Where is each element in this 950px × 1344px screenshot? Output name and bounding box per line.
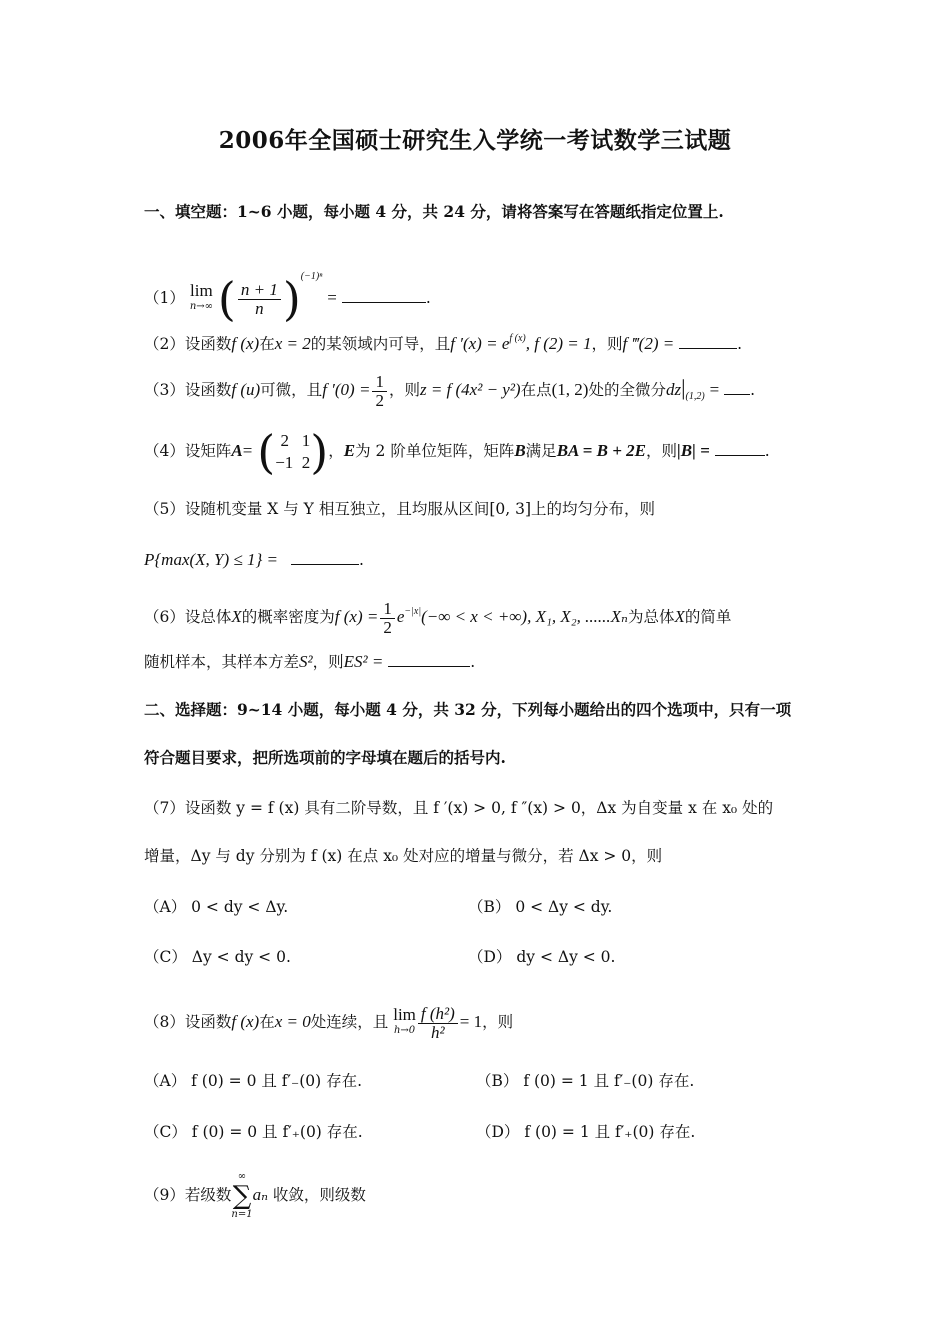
- q8-fraction: $\frac{\text{f (h²)}}{\text{h²}}$: [418, 1005, 458, 1042]
- question-6: （6）设总体X的概率密度为f (x) = $\frac{1}{2}$ $e^{-|x|}(-\infty < x$ < +∞), X₁, X₂, ......Xₙ为总体X的简单: [144, 598, 732, 637]
- q1-left-paren: (: [217, 272, 236, 326]
- q1-exponent: (−1)ⁿ: [300, 271, 323, 282]
- q7-option-c[interactable]: （C） Δy < dy < 0.: [144, 948, 291, 966]
- question-5-line-2: P{max(X, Y) ≤ 1} = .: [144, 550, 364, 569]
- question-5: （5）设随机变量 X 与 Y 相互独立，且均服从区间[0, 3]上的均匀分布，则: [144, 500, 656, 518]
- q8-option-c[interactable]: （C） f (0) = 0 且 f′₊(0) 存在.: [144, 1123, 363, 1141]
- q3-fraction: $\frac{1}{2}$: [372, 373, 387, 410]
- section-2-heading: 二、选择题：9~14 小题，每小题 4 分，共 32 分，下列每小题给出的四个选项中，只有一项: [144, 700, 792, 719]
- section-2-heading-line-2: 符合题目要求，把所选项前的字母填在题后的括号内.: [144, 748, 506, 767]
- question-6-line-2: 随机样本，其样本方差S²，则ES² = .: [144, 652, 476, 671]
- q6-answer-blank: [388, 652, 470, 667]
- q7-option-b[interactable]: （B） 0 < Δy < dy.: [468, 898, 613, 916]
- page-title: 2006年全国硕士研究生入学统一考试数学三试题: [218, 127, 732, 154]
- question-7-line-2: 增量，Δy 与 dy 分别为 f (x) 在点 x₀ 处对应的增量与微分，若 Δx > 0，则: [144, 847, 663, 865]
- q1-label: （1）: [144, 289, 185, 307]
- q9-sum-symbol: ∞ ∑ n=1: [231, 1171, 253, 1220]
- question-8: （8）设函数f (x)在x = 0处连续，且 lim h→0 $\frac{\text{f (h²)}}{\text{h²}}$ = 1，则: [144, 1003, 514, 1042]
- q4-matrix: 2 1 −1 2: [275, 431, 311, 472]
- question-9: （9）若级数 ∞ ∑ n=1 aₙ 收敛，则级数: [144, 1171, 366, 1220]
- q2-answer-blank: [679, 334, 737, 349]
- question-3: （3）设函数f (u)可微，且f ′(0) = $\frac{1}{2}$ ，则z = f (4x² − y²)在点(1, 2)处的全微分$dz|_{(1,2)}$ = .: [144, 371, 756, 410]
- q7-option-d[interactable]: （D） dy < Δy < 0.: [468, 948, 616, 966]
- q8-option-b[interactable]: （B） f (0) = 1 且 f′₋(0) 存在.: [476, 1072, 695, 1090]
- q1-equals: =: [327, 288, 337, 307]
- q8-option-d[interactable]: （D） f (0) = 1 且 f′₊(0) 存在.: [476, 1123, 696, 1141]
- q1-limit: lim n→∞: [189, 281, 213, 312]
- q8-option-a[interactable]: （A） f (0) = 0 且 f′₋(0) 存在.: [144, 1072, 363, 1090]
- q1-answer-blank: [342, 288, 426, 303]
- question-1: （1） lim n→∞ ( $\frac{n + 1}{n}$ )$^{(-1)^n}$ = .: [144, 271, 431, 326]
- section-1-heading: 一、填空题：1~6 小题，每小题 4 分，共 24 分，请将答案写在答题纸指定位置上.: [144, 202, 724, 221]
- q7-option-a[interactable]: （A） 0 < dy < Δy.: [144, 898, 289, 916]
- q1-right-paren: ): [282, 272, 301, 326]
- q4-answer-blank: [715, 441, 765, 456]
- question-7: （7）设函数 y = f (x) 具有二阶导数，且 f ′(x) > 0, f ″(x) > 0，Δx 为自变量 x 在 x₀ 处的: [144, 799, 774, 817]
- question-4: （4）设矩阵A= ( 2 1 −1 2)，E为 2 阶单位矩阵，矩阵B满足BA = B + 2E，则|B| = .: [144, 425, 770, 479]
- q5-answer-blank: [291, 550, 359, 565]
- q1-fraction: $\frac{n + 1}{n}$: [238, 281, 281, 318]
- question-2: （2）设函数f (x)在x = 2的某领域内可导，且f $'(x) = e^{f (x)}$, f (2) = 1，则f ‴(2) = .: [144, 333, 743, 353]
- q3-answer-blank: [724, 380, 750, 395]
